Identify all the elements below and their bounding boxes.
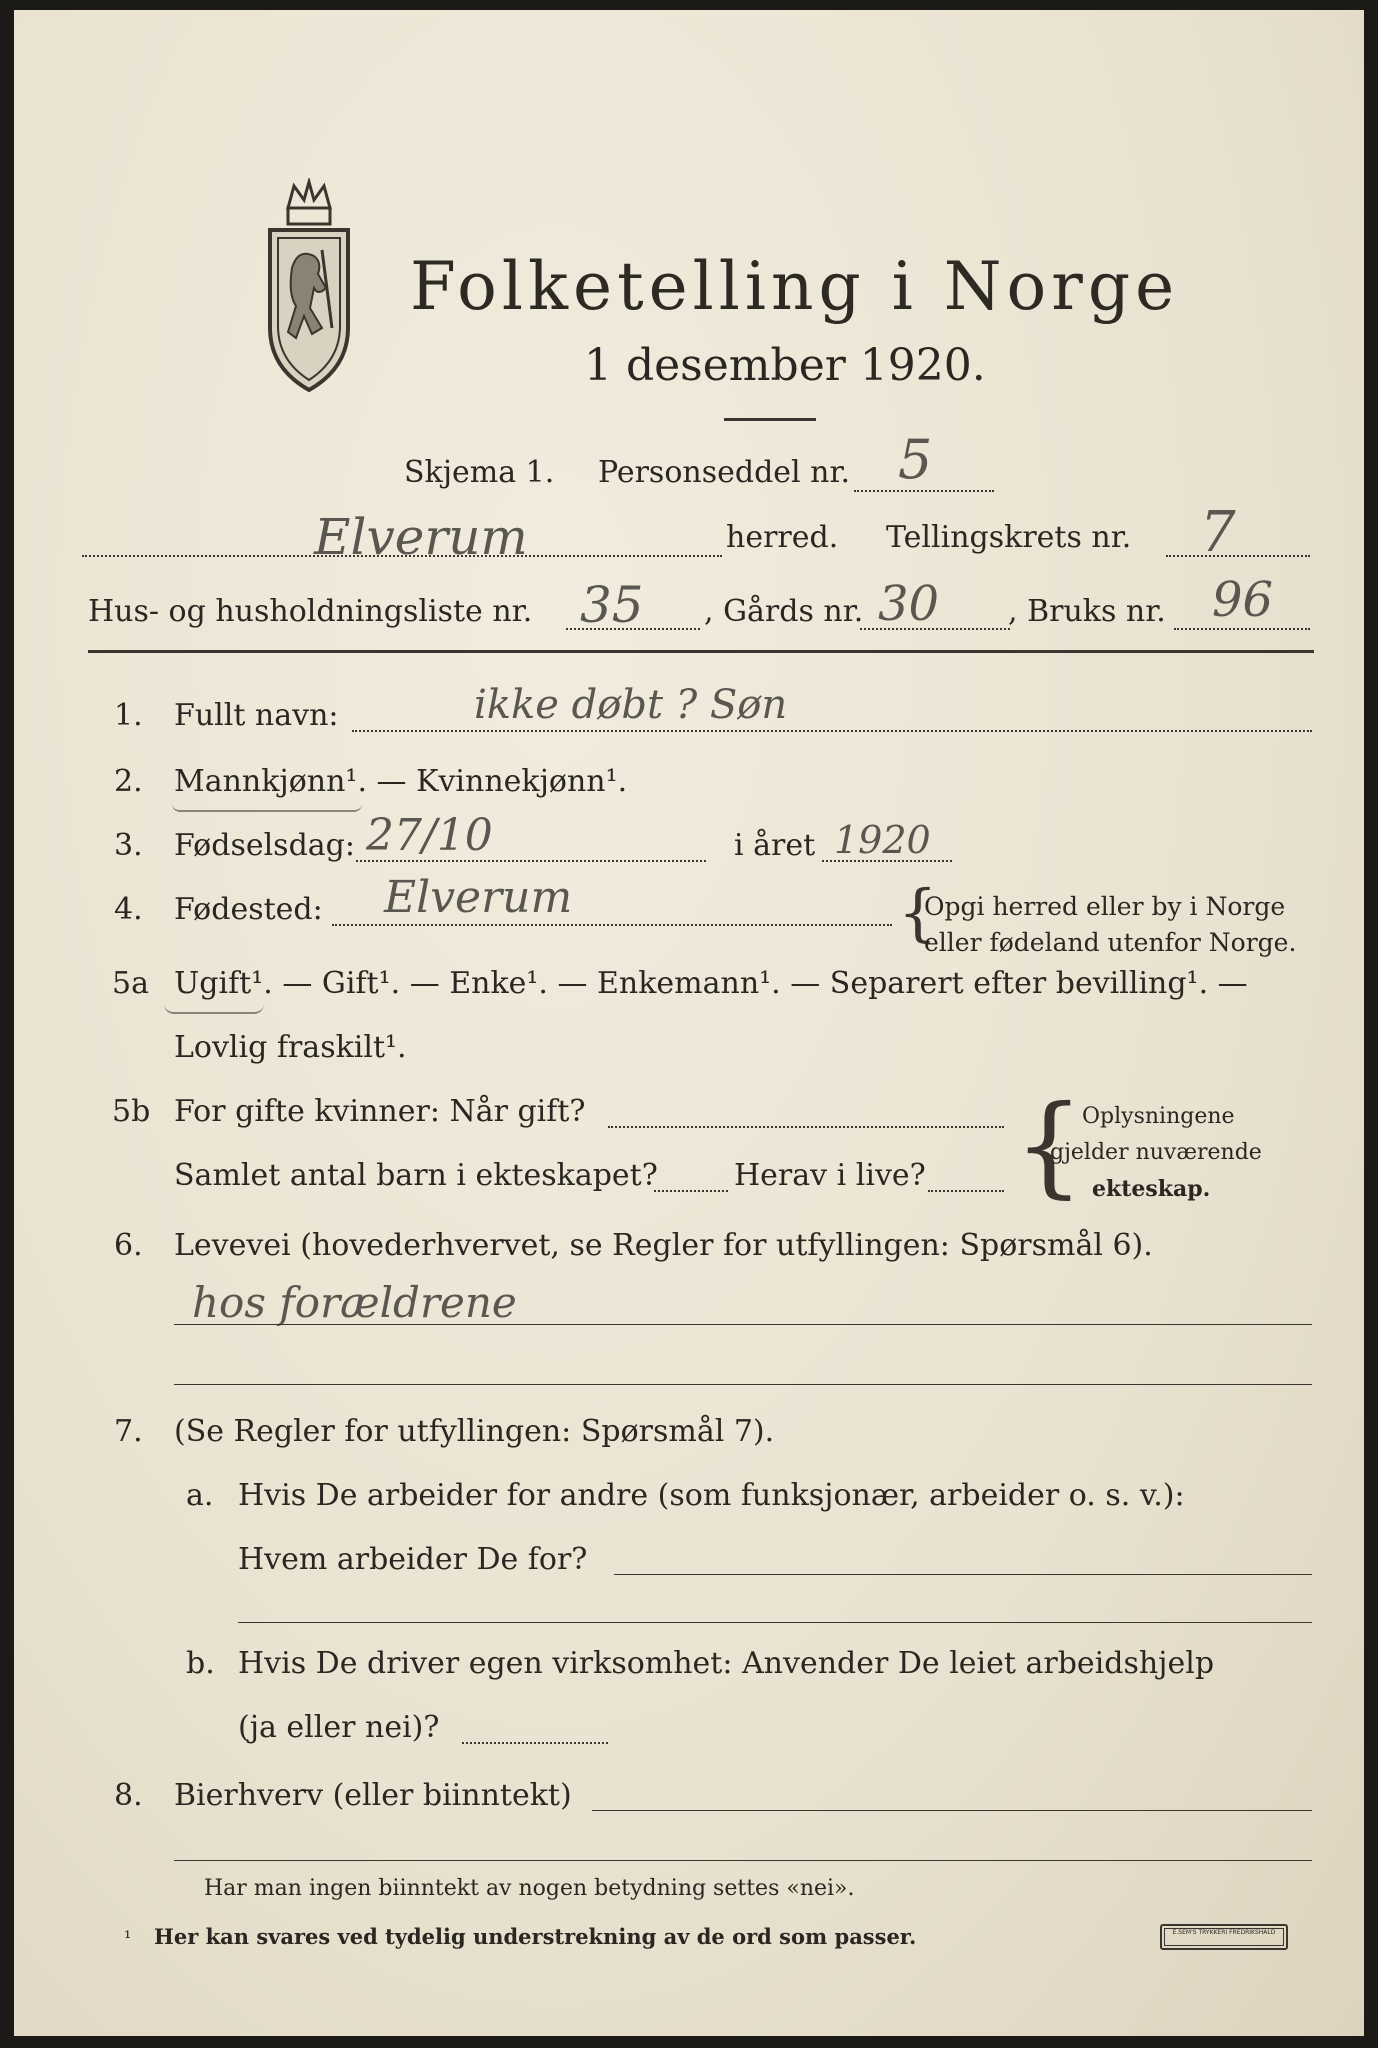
q1-label: Fullt navn: bbox=[174, 698, 339, 733]
q5b-alive-label: Herav i live? bbox=[734, 1158, 926, 1193]
schema-label: Skjema 1. bbox=[404, 455, 555, 490]
personseddel-label: Personseddel nr. bbox=[598, 455, 851, 490]
q5a-label-line2: Lovlig fraskilt¹. bbox=[174, 1030, 407, 1065]
q2-number: 2. bbox=[114, 764, 143, 799]
q1-value: ikke døbt ? Søn bbox=[474, 682, 788, 728]
q3-value: 27/10 bbox=[366, 810, 493, 861]
q5b-note-brace: { bbox=[1014, 1081, 1084, 1209]
gards-label: , Gårds nr. bbox=[704, 594, 864, 629]
q4-note-line2: eller fødeland utenfor Norge. bbox=[924, 928, 1297, 957]
q5b-note-line2: gjelder nuværende bbox=[1050, 1140, 1262, 1165]
q8-line2 bbox=[174, 1860, 1312, 1861]
q7b-line bbox=[462, 1742, 608, 1744]
q4-note-line1: Opgi herred eller by i Norge bbox=[924, 892, 1286, 921]
q5b-label: For gifte kvinner: Når gift? bbox=[174, 1094, 586, 1129]
q3-year-value: 1920 bbox=[834, 818, 931, 862]
q6-value: hos forældrene bbox=[192, 1278, 517, 1327]
title-divider bbox=[724, 418, 816, 421]
coat-of-arms-icon bbox=[248, 178, 370, 398]
q7b-label: Hvis De driver egen virksomhet: Anvender De leiet arbeidshjelp bbox=[238, 1646, 1215, 1681]
q3-year-label: i året bbox=[734, 828, 816, 863]
q3-number: 3. bbox=[114, 828, 143, 863]
census-date: 1 desember 1920. bbox=[584, 340, 986, 391]
q7b-number: b. bbox=[186, 1646, 215, 1681]
personseddel-value: 5 bbox=[898, 428, 933, 491]
q5b-note-line1: Oplysningene bbox=[1082, 1104, 1235, 1129]
tellingskrets-line bbox=[1166, 555, 1310, 557]
q6-line1 bbox=[174, 1324, 1312, 1325]
q7a-label-line2: Hvem arbeider De for? bbox=[238, 1542, 588, 1577]
q7b-label-line2: (ja eller nei)? bbox=[238, 1710, 440, 1745]
q5b-children-label: Samlet antal barn i ekteskapet? bbox=[174, 1158, 658, 1193]
q5a-number: 5a bbox=[112, 966, 149, 1001]
herred-label: herred. bbox=[726, 520, 839, 555]
q8-line1 bbox=[592, 1810, 1312, 1811]
printer-stamp-inner: E.SEM'S TRYKKERI FREDRIKSHALD bbox=[1164, 1928, 1284, 1946]
q3-label: Fødselsdag: bbox=[174, 828, 355, 863]
gards-value: 30 bbox=[878, 576, 940, 632]
q5b-alive-line bbox=[928, 1190, 1004, 1192]
husliste-label: Hus- og husholdningsliste nr. bbox=[88, 594, 533, 629]
q4-number: 4. bbox=[114, 892, 143, 927]
q5b-note-line3: ekteskap. bbox=[1092, 1176, 1211, 1202]
q8-number: 8. bbox=[114, 1778, 143, 1813]
header-divider bbox=[88, 650, 1314, 653]
herred-value: Elverum bbox=[314, 508, 528, 566]
q5b-children-line bbox=[654, 1190, 728, 1192]
q7a-line2 bbox=[238, 1622, 1312, 1623]
q5a-underline-mark bbox=[164, 1004, 264, 1014]
q7-label: (Se Regler for utfyllingen: Spørsmål 7). bbox=[174, 1414, 775, 1449]
q8-label: Bierhverv (eller biinntekt) bbox=[174, 1778, 572, 1813]
husliste-value: 35 bbox=[580, 576, 644, 634]
q6-line2 bbox=[174, 1384, 1312, 1385]
bruks-line bbox=[1174, 628, 1310, 630]
q4-line bbox=[332, 924, 892, 926]
census-form-page bbox=[14, 10, 1364, 2036]
q4-label: Fødested: bbox=[174, 892, 323, 927]
q5b-married-line bbox=[608, 1126, 1004, 1128]
tellingskrets-label: Tellingskrets nr. bbox=[886, 520, 1132, 555]
q2-underline-mark bbox=[172, 804, 362, 812]
q6-label: Levevei (hovederhvervet, se Regler for utfyllingen: Spørsmål 6). bbox=[174, 1228, 1153, 1263]
herred-line bbox=[82, 555, 722, 557]
q7a-line1 bbox=[614, 1574, 1312, 1575]
q4-note-brace: { bbox=[898, 876, 938, 949]
q1-number: 1. bbox=[114, 698, 143, 733]
q7a-label: Hvis De arbeider for andre (som funksjonær, arbeider o. s. v.): bbox=[238, 1478, 1185, 1513]
bruks-label: , Bruks nr. bbox=[1008, 594, 1166, 629]
q2-label: Mannkjønn¹. — Kvinnekjønn¹. bbox=[174, 764, 628, 799]
form-title: Folketelling i Norge bbox=[410, 248, 1180, 325]
q5a-label: Ugift¹. — Gift¹. — Enke¹. — Enkemann¹. — Separert efter bevilling¹. — bbox=[174, 966, 1248, 1001]
q1-line bbox=[352, 730, 1312, 732]
q7-number: 7. bbox=[114, 1414, 143, 1449]
bruks-value: 96 bbox=[1212, 572, 1274, 628]
footnote-mark: ¹ bbox=[124, 1928, 132, 1949]
q8-note: Har man ingen biinntekt av nogen betydning settes «nei». bbox=[204, 1876, 855, 1901]
footnote-text: Her kan svares ved tydelig understrekning av de ord som passer. bbox=[154, 1924, 917, 1949]
q5b-number: 5b bbox=[112, 1094, 151, 1129]
printer-stamp bbox=[1160, 1924, 1288, 1950]
q4-value: Elverum bbox=[384, 872, 573, 923]
q7a-number: a. bbox=[186, 1478, 214, 1513]
tellingskrets-value: 7 bbox=[1200, 500, 1236, 565]
q6-number: 6. bbox=[114, 1228, 143, 1263]
